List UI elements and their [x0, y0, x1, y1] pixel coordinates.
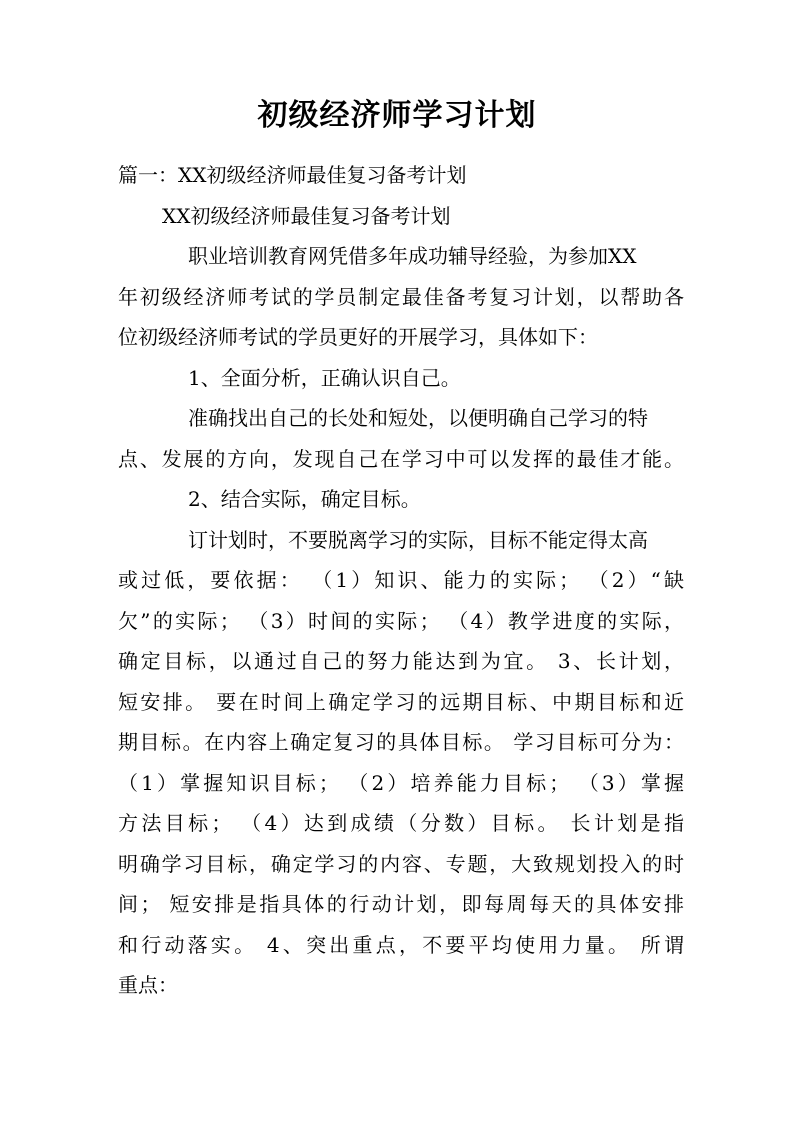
paragraph-line: 重点： — [118, 973, 178, 997]
paragraph-line: 欠”的实际； （3）时间的实际； （4）教学进度的实际， — [118, 608, 684, 633]
paragraph-line: 方法目标； （4）达到成绩（分数）目标。 长计划是指 — [118, 811, 684, 835]
paragraph-line: 1、全面分析，正确认识自己。 — [188, 365, 461, 390]
paragraph-line: 订计划时，不要脱离学习的实际，目标不能定得太高 — [188, 527, 648, 552]
paragraph-line: 位初级经济师考试的学员更好的开展学习，具体如下： — [118, 325, 598, 349]
paragraph-line: 准确找出自己的长处和短处，以便明确自己学习的特 — [188, 406, 648, 430]
paragraph-line: 2、结合实际，确定目标。 — [188, 487, 421, 511]
paragraph-line: （1）掌握知识目标； （2）培养能力目标； （3）掌握 — [118, 770, 684, 795]
paragraph-line: 期目标。在内容上确定复习的具体目标。 学习目标可分为： — [118, 730, 684, 754]
paragraph-line: 和行动落实。 4、突出重点，不要平均使用力量。 所谓 — [118, 932, 684, 957]
subtitle-line: XX初级经济师最佳复习备考计划 — [162, 203, 451, 228]
paragraph-line: 确定目标，以通过自己的努力能达到为宜。 3、长计划， — [118, 649, 684, 673]
paragraph-line: 点、发展的方向，发现自己在学习中可以发挥的最佳才能。 — [118, 446, 684, 471]
document-body — [118, 155, 684, 1006]
paragraph-line: 年初级经济师考试的学员制定最佳备考复习计划，以帮助各 — [118, 284, 684, 309]
paragraph-line: 或过低，要依据： （1）知识、能力的实际； （2）“缺 — [118, 568, 684, 592]
section-heading: 篇一：XX初级经济师最佳复习备考计划 — [118, 163, 467, 187]
paragraph-line: 职业培训教育网凭借多年成功辅导经验，为参加XX — [188, 244, 637, 268]
paragraph-line: 明确学习目标，确定学习的内容、专题，大致规划投入的时 — [118, 851, 684, 876]
document-title: 初级经济师学习计划 — [257, 98, 537, 133]
paragraph-line: 间； 短安排是指具体的行动计划，即每周每天的具体安排 — [118, 892, 684, 916]
paragraph-line: 短安排。 要在时间上确定学习的远期目标、中期目标和近 — [118, 689, 684, 714]
